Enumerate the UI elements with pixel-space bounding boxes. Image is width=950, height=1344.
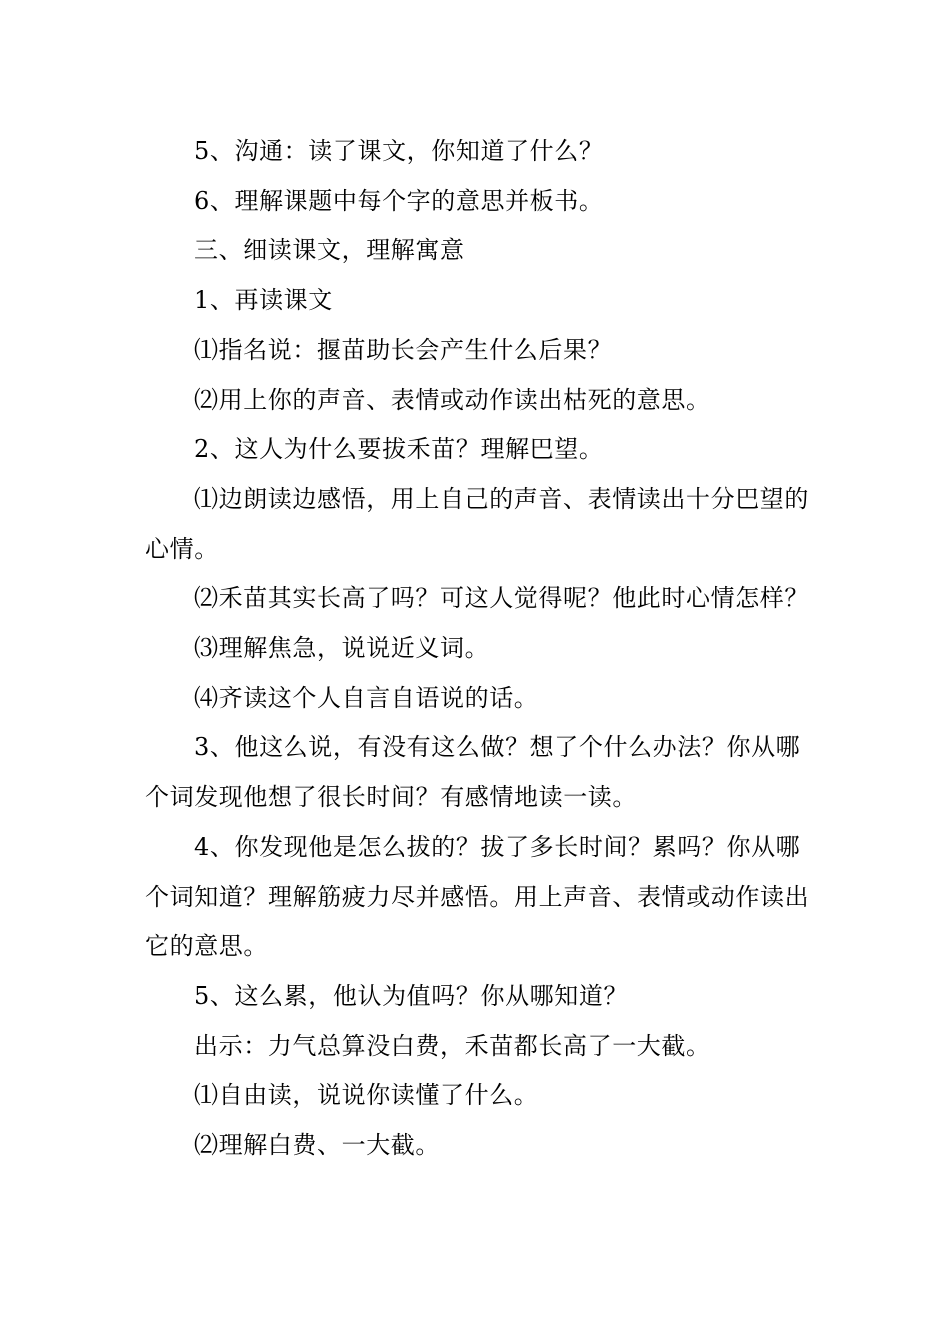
paragraph-worth-it: 5、这么累，他认为值吗？你从哪知道？ [194, 981, 629, 1010]
paragraph-read-eager: ⑴边朗读边感悟，用上自己的声音、表情读出十分巴望的心情。 [145, 484, 809, 563]
paragraph-reread: 1、再读课文 [194, 286, 333, 315]
paragraph-consequence: ⑴指名说：揠苗助长会产生什么后果？ [194, 335, 613, 364]
paragraph-wasted-effort: ⑵理解白费、一大截。 [194, 1131, 440, 1160]
paragraph-what-method: 3、他这么说，有没有这么做？想了个什么办法？你从哪个词发现他想了很长时间？有感情地读一读。 [145, 733, 801, 812]
document-body [145, 127, 810, 1171]
paragraph-read-together: ⑷齐读这个人自言自语说的话。 [194, 683, 539, 712]
paragraph-free-reading: ⑴自由读，说说你读懂了什么。 [194, 1081, 539, 1110]
paragraph-read-withered: ⑵用上你的声音、表情或动作读出枯死的意思。 [194, 385, 711, 414]
paragraph-communicate: 5、沟通：读了课文，你知道了什么？ [194, 137, 604, 165]
section-heading-close-reading: 三、细读课文，理解寓意 [194, 236, 465, 265]
paragraph-why-pull: 2、这人为什么要拔禾苗？理解巴望。 [194, 435, 604, 464]
paragraph-anxious: ⑶理解焦急，说说近义词。 [194, 634, 490, 663]
paragraph-understand-title: 6、理解课题中每个字的意思并板书。 [194, 186, 604, 215]
paragraph-show-quote: 出示：力气总算没白费，禾苗都长高了一大截。 [194, 1031, 711, 1060]
paragraph-grew-taller: ⑵禾苗其实长高了吗？可这人觉得呢？他此时心情怎样？ [194, 584, 809, 613]
paragraph-how-pull: 4、你发现他是怎么拔的？拔了多长时间？累吗？你从哪个词知道？理解筋疲力尽并感悟。用上声音、表情或动作读出它的意思。 [145, 832, 810, 961]
